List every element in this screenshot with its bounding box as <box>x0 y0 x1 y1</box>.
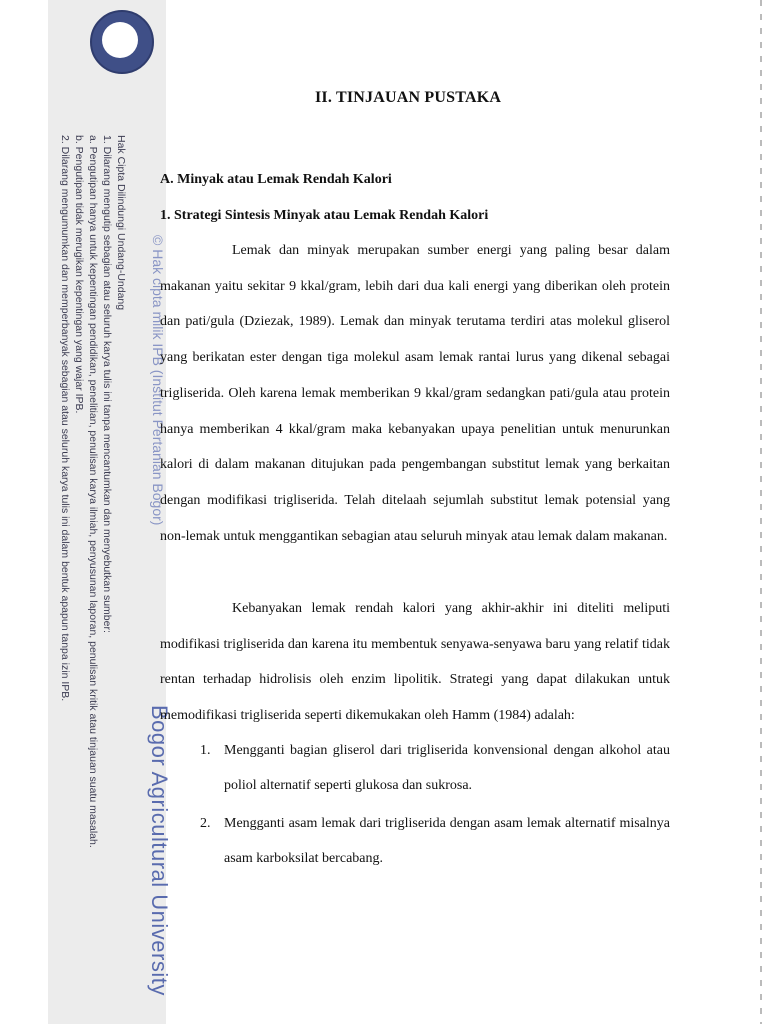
page-edge-right <box>760 0 762 1024</box>
copyright-line: 1. Dilarang mengutip sebagian atau seluruh karya tulis ini tanpa mencantumkan dan menyebutkan sumber: <box>101 135 113 633</box>
copyright-notice <box>58 135 128 848</box>
watermark-copyright: © Hak cipta milik IPB (Institut Pertanian Bogor) <box>150 235 166 526</box>
list-number: 1. <box>200 743 211 758</box>
paragraph-1: Lemak dan minyak merupakan sumber energi yang paling besar dalam makanan yaitu sekitar 9 kkal/gram, lebih dari dua kali energi yang diberikan oleh protein dan pati/gula (Dziezak, 1989). Lemak dan minyak terutama terdiri atas molekul gliserol yang berikatan ester dengan tiga molekul asam lemak rantai lurus yang dikenal sebagai trigliserida. Oleh karena lemak memberikan 9 kkal/gram sedangkan pati/gula atau protein hanya memberikan 4 kkal/gram maka kebanyakan upaya penelitian untuk menurunkan kalori di dalam makanan ditujukan pada pengembangan substitut lemak yang berkaitan dengan modifikasi trigliserida. Telah ditelaah sejumlah substitut lemak potensial yang non-lemak untuk menggantikan sebagian atau seluruh minyak atau lemak dalam makanan. <box>160 243 670 544</box>
page-margin-left <box>0 0 48 1024</box>
copyright-line: b. Pengutipan tidak merugikan kepentingan yang wajar IPB. <box>73 135 85 414</box>
paragraph-2: Kebanyakan lemak rendah kalori yang akhir-akhir ini diteliti meliputi modifikasi trigliserida dan karena itu membentuk senyawa-senyawa baru yang relatif tidak rentan terhadap hidrolisis oleh enzim lipolitik. Strategi yang dapat dilakukan untuk memodifikasi trigliserida seperti dikemukakan oleh Hamm (1984) adalah: <box>160 601 670 724</box>
section-heading-a: A. Minyak atau Lemak Rendah Kalori <box>160 172 392 187</box>
list-text: Mengganti bagian gliserol dari trigliserida konvensional dengan alkohol atau poliol alternatif seperti glukosa dan sukrosa. <box>224 743 670 793</box>
chapter-title: II. TINJAUAN PUSTAKA <box>315 89 502 106</box>
list-text: Mengganti asam lemak dari trigliserida dengan asam lemak alternatif misalnya asam karboksilat bercabang. <box>224 816 670 866</box>
list-item <box>200 806 670 876</box>
list-number: 2. <box>200 816 211 831</box>
watermark-university: Bogor Agricultural University <box>147 705 172 996</box>
copyright-line: 2. Dilarang mengumumkan dan memperbanyak sebagian atau seluruh karya tulis ini dalam bentuk apapun tanpa izin IPB. <box>59 135 71 702</box>
ipb-logo-icon <box>90 10 154 74</box>
copyright-line: a. Pengutipan hanya untuk kepentingan pendidikan, penelitian, penulisan karya ilmiah, penyusunan laporan, penulisan kritik atau tinjauan suatu masalah. <box>87 135 99 848</box>
logo-center <box>102 22 138 58</box>
section-heading-1: 1. Strategi Sintesis Minyak atau Lemak Rendah Kalori <box>160 208 489 223</box>
list-item <box>200 733 670 803</box>
copyright-heading: Hak Cipta Dilindungi Undang-Undang <box>115 135 127 311</box>
